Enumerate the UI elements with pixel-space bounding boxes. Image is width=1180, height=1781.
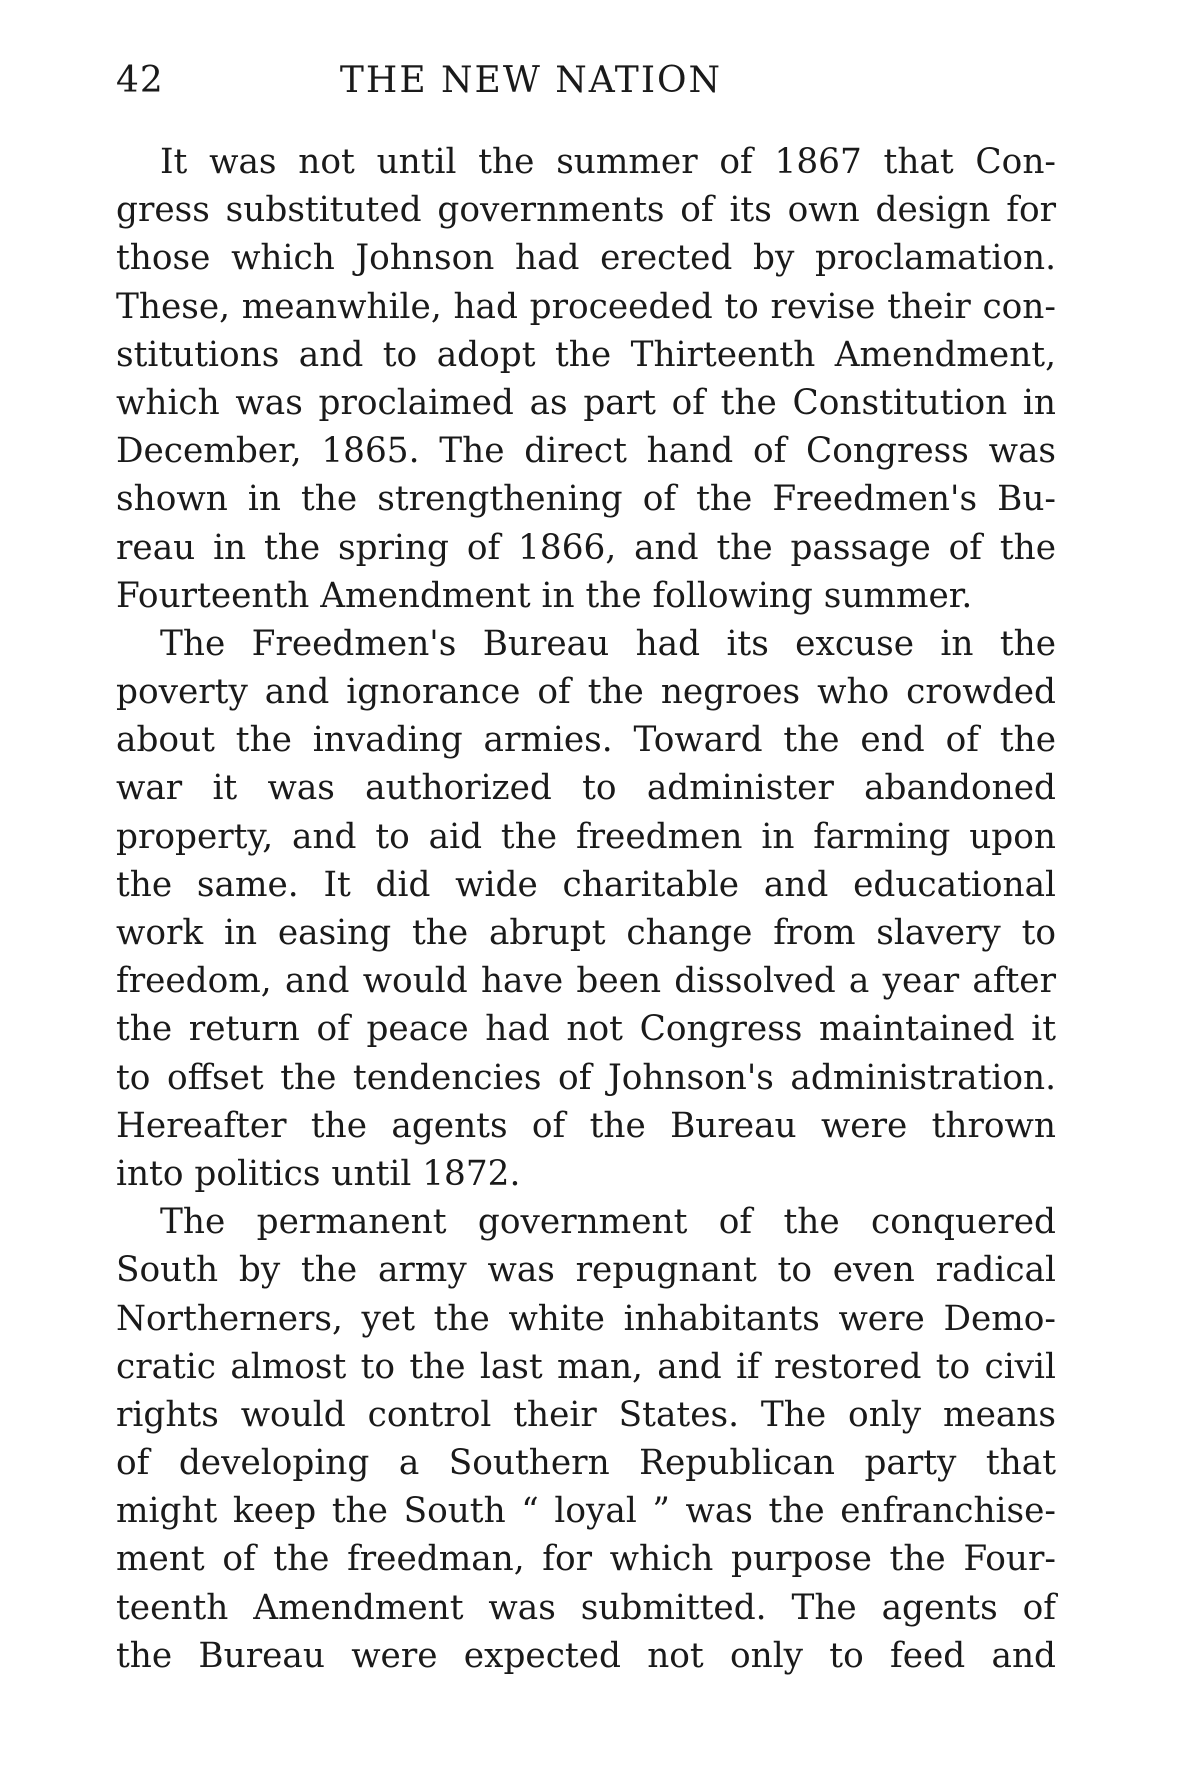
text-line: shown in the strengthening of the Freedmen's Bu- [116,479,1056,520]
text-line: gress substituted governments of its own design for [116,190,1056,231]
text-line: about the invading armies. Toward the end of the [116,720,1056,761]
text-line: ment of the freedman, for which purpose the Four- [116,1539,1056,1580]
text-line: Hereafter the agents of the Bureau were thrown [116,1105,1056,1146]
text-line: The Freedmen's Bureau had its excuse in the [160,623,1056,664]
text-line: the return of peace had not Congress maintained it [116,1009,1056,1050]
text-line: poverty and ignorance of the negroes who crowded [116,672,1056,713]
text-line: It was not until the summer of 1867 that Con- [160,142,1056,182]
page-header [116,60,1056,120]
paragraph-3 [116,1198,1056,1680]
text-line: The permanent government of the conquered [160,1202,1056,1243]
paragraph-1 [116,138,1056,620]
running-head: THE NEW NATION [339,60,723,101]
text-line: to offset the tendencies of Johnson's administration. [116,1057,1056,1098]
text-line: stitutions and to adopt the Thirteenth Amendment, [116,334,1056,375]
text-line: the Bureau were expected not only to feed and [116,1635,1056,1676]
text-line: reau in the spring of 1866, and the passage of the [116,527,1056,568]
text-line: might keep the South “ loyal ” was the enfranchise- [116,1491,1056,1532]
text-line: Fourteenth Amendment in the following summer. [116,575,973,616]
text-line: the same. It did wide charitable and educational [116,864,1056,905]
text-line: war it was authorized to administer abandoned [116,768,1056,809]
text-line: December, 1865. The direct hand of Congress was [116,431,1056,472]
text-line: freedom, and would have been dissolved a year after [116,961,1056,1002]
text-line: property, and to aid the freedmen in farming upon [116,816,1056,857]
text-line: into politics until 1872. [116,1153,521,1194]
text-line: those which Johnson had erected by proclamation. [116,238,1056,279]
paragraph-2 [116,620,1056,1198]
text-line: which was proclaimed as part of the Constitution in [116,382,1056,423]
text-line: teenth Amendment was submitted. The agents of [116,1587,1056,1628]
text-line: South by the army was repugnant to even radical [116,1250,1056,1291]
text-line: cratic almost to the last man, and if restored to civil [116,1346,1056,1387]
text-line: Northerners, yet the white inhabitants were Demo- [116,1298,1056,1339]
body-text [116,138,1056,1680]
text-line: of developing a Southern Republican party that [116,1443,1056,1484]
text-line: work in easing the abrupt change from slavery to [116,913,1056,953]
text-line: These, meanwhile, had proceeded to revise their con- [116,286,1056,327]
text-line: rights would control their States. The only means [116,1394,1056,1435]
page-number: 42 [116,60,164,101]
